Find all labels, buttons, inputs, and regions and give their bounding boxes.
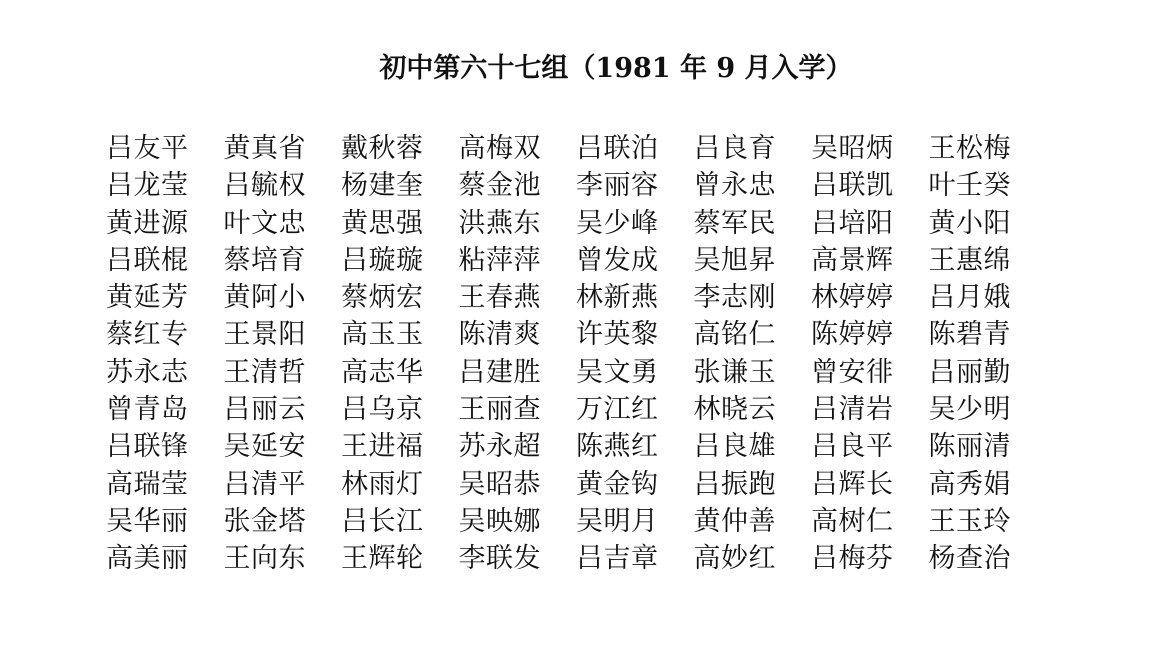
student-name: 叶文忠: [223, 207, 306, 239]
student-name: 吕联棍: [106, 244, 189, 276]
student-name: 吴旭昇: [693, 244, 776, 276]
student-name: 吕良育: [693, 133, 776, 164]
student-name: 杨建奎: [341, 170, 424, 202]
student-name: 吕振跑: [693, 468, 776, 500]
student-name: 陈清爽: [458, 319, 541, 351]
student-name: 吕月娥: [928, 282, 1011, 314]
student-name: 吴华丽: [106, 505, 189, 537]
student-name: 吴昭炳: [811, 133, 894, 164]
student-name: 王清哲: [223, 356, 306, 388]
student-name: 曾发成: [576, 244, 659, 276]
student-name: 高梅双: [458, 133, 541, 164]
student-name: 吕丽勤: [928, 356, 1011, 388]
student-name: 王景阳: [223, 319, 306, 351]
student-name: 吕清平: [223, 468, 306, 500]
student-name: 高玉玉: [341, 319, 424, 351]
student-name: 吕联凯: [811, 170, 894, 202]
student-name: 李志刚: [693, 282, 776, 314]
student-name: 陈婷婷: [811, 319, 894, 351]
student-name: 吴少明: [928, 394, 1011, 426]
student-name: 林婷婷: [811, 282, 894, 314]
student-name: 吕梅芬: [811, 543, 894, 575]
student-name: 吕联锋: [106, 431, 189, 463]
student-name: 吴昭恭: [458, 468, 541, 500]
student-name: 林新燕: [576, 282, 659, 314]
student-name: 李联发: [458, 543, 541, 575]
page-title: 初中第六十七组（1981 年 9 月入学）: [379, 53, 853, 84]
student-name: 蔡炳宏: [341, 282, 424, 314]
student-name: 王春燕: [458, 282, 541, 314]
student-name: 高瑞莹: [106, 468, 189, 500]
student-name: 苏永志: [106, 356, 189, 388]
student-name: 黄真省: [223, 133, 306, 164]
student-name: 高树仁: [811, 505, 894, 537]
student-name: 王松梅: [928, 133, 1011, 164]
student-name: 陈丽清: [928, 431, 1011, 463]
student-name: 吴文勇: [576, 356, 659, 388]
student-name: 吕龙莹: [106, 170, 189, 202]
student-name: 粘萍萍: [458, 244, 541, 276]
student-name: 吕联泊: [576, 133, 659, 164]
student-name: 苏永超: [458, 431, 541, 463]
student-name: 蔡培育: [223, 244, 306, 276]
student-name: 吕建胜: [458, 356, 541, 388]
student-name: 蔡军民: [693, 207, 776, 239]
student-name: 吕毓权: [223, 170, 306, 202]
student-name: 陈燕红: [576, 431, 659, 463]
student-name: 吕辉长: [811, 468, 894, 500]
student-name: 蔡红专: [106, 319, 189, 351]
student-name: 许英黎: [576, 319, 659, 351]
student-name: 高美丽: [106, 543, 189, 575]
student-name: 吕丽云: [223, 394, 306, 426]
student-name: 吕培阳: [811, 207, 894, 239]
student-name: 吕乌京: [341, 394, 424, 426]
student-name: 高景辉: [811, 244, 894, 276]
student-name: 黄阿小: [223, 282, 306, 314]
student-name: 高妙红: [693, 543, 776, 575]
student-name: 吕良雄: [693, 431, 776, 463]
student-name: 吕清岩: [811, 394, 894, 426]
student-name: 吴少峰: [576, 207, 659, 239]
student-name: 黄进源: [106, 207, 189, 239]
student-name: 王进福: [341, 431, 424, 463]
student-name: 杨查治: [928, 543, 1011, 575]
student-name: 蔡金池: [458, 170, 541, 202]
student-name: 黄小阳: [928, 207, 1011, 239]
student-name: 曾青岛: [106, 394, 189, 426]
student-name: 戴秋蓉: [341, 133, 424, 164]
student-name: 万江红: [576, 394, 659, 426]
student-name: 叶壬癸: [928, 170, 1011, 202]
student-name: 吴延安: [223, 431, 306, 463]
student-name: 吴明月: [576, 505, 659, 537]
student-name: 吕良平: [811, 431, 894, 463]
student-name: 王玉玲: [928, 505, 1011, 537]
student-name: 黄金钩: [576, 468, 659, 500]
student-name: 黄仲善: [693, 505, 776, 537]
student-name: 王向东: [223, 543, 306, 575]
student-name: 王惠绵: [928, 244, 1011, 276]
student-name: 黄思强: [341, 207, 424, 239]
student-name: 高秀娟: [928, 468, 1011, 500]
student-name: 张谦玉: [693, 356, 776, 388]
student-name: 曾安徘: [811, 356, 894, 388]
student-name: 王辉轮: [341, 543, 424, 575]
name-grid: [106, 130, 1046, 578]
student-name: 高铭仁: [693, 319, 776, 351]
student-name: 林雨灯: [341, 468, 424, 500]
student-name: 吕璇璇: [341, 244, 424, 276]
student-name: 陈碧青: [928, 319, 1011, 351]
student-name: 吕友平: [106, 133, 189, 164]
student-name: 林晓云: [693, 394, 776, 426]
student-name: 高志华: [341, 356, 424, 388]
student-name: 王丽查: [458, 394, 541, 426]
student-name: 吴映娜: [458, 505, 541, 537]
student-name: 洪燕东: [458, 207, 541, 239]
student-name: 吕长江: [341, 505, 424, 537]
student-name: 曾永忠: [693, 170, 776, 202]
student-name: 吕吉章: [576, 543, 659, 575]
student-name: 黄延芳: [106, 282, 189, 314]
student-name: 张金塔: [223, 505, 306, 537]
student-name: 李丽容: [576, 170, 659, 202]
